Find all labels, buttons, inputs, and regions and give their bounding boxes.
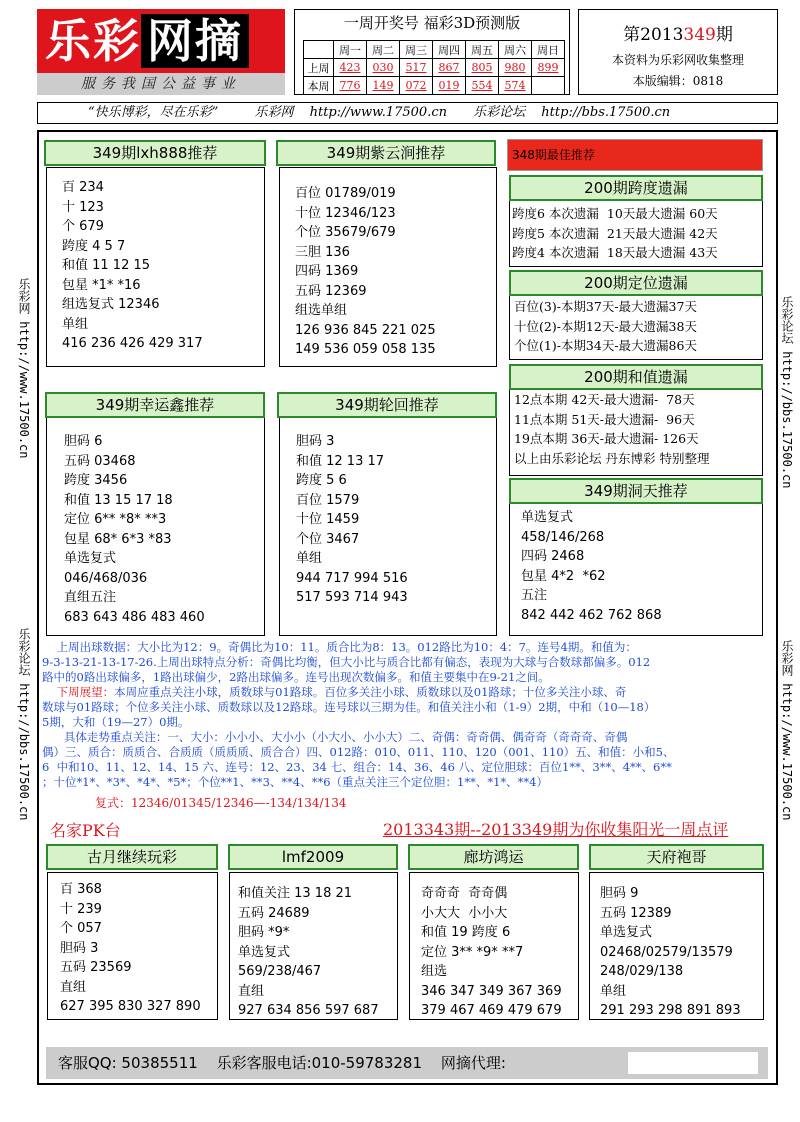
pk-review: 2013343期--2013349期为你收集阳光一周点评 bbox=[383, 820, 729, 839]
footer-phone: 乐彩客服电话:010-59783281 bbox=[216, 1054, 423, 1072]
source-note: 本资料为乐彩网收集整理 bbox=[611, 53, 744, 67]
xyx-body: 胆码 6 五码 03468 跨度 3456 和值 13 15 17 18 定位 6** *8* **3 包星 68* 6*3 *83 单选复式 046/468/036 直组五注 683 643 486 483 460 bbox=[64, 434, 205, 625]
forum-label: 乐彩论坛 bbox=[473, 105, 526, 120]
analysis-line: 本周应重点关注小球，质数球与01路球。百位多关注小球、质数球以及01路球；十位多关注小球、奇 bbox=[114, 685, 627, 699]
last-week-row bbox=[304, 59, 565, 77]
lxh-body: 百 234 十 123 个 679 跨度 4 5 7 和值 11 12 15 包星 *1* *16 组选复式 12346 单组 416 236 426 429 317 bbox=[62, 180, 203, 351]
lh-title: 349期轮回推荐 bbox=[277, 392, 497, 418]
result-cell: 980 bbox=[499, 59, 532, 77]
result-cell: 805 bbox=[466, 59, 499, 77]
kd-title: 200期跨度遗漏 bbox=[509, 175, 763, 201]
site-label: 乐彩网 bbox=[254, 105, 294, 120]
result-cell: 899 bbox=[532, 59, 565, 77]
result-cell: 072 bbox=[400, 77, 433, 95]
day-cell: 周三 bbox=[400, 41, 433, 59]
week-title: 一周开奖号 福彩3D预测版 bbox=[343, 14, 521, 32]
side-right-top: 乐彩论坛 http://bbs.17500.cn bbox=[780, 296, 794, 489]
row-label: 上周 bbox=[304, 59, 334, 77]
issue-box bbox=[578, 9, 778, 95]
logo-dark-text: 网摘 bbox=[141, 14, 249, 68]
analysis-line: 9-3-13-21-13-17-26.上周出球特点分析：奇偶比均衡，但大小比与质合比都有偏态，表现为大球与合数球都偏多。012 bbox=[42, 655, 651, 669]
analysis-line: 具体走势重点关注：一、大小：小小小、大小小（小大小、小小大）二、奇偶：奇奇偶、偶奇奇（奇奇奇、奇偶 bbox=[42, 730, 628, 744]
agent-blank bbox=[628, 1052, 758, 1074]
dt-title: 349期洞天推荐 bbox=[509, 478, 763, 504]
site-url[interactable]: http://www.17500.cn bbox=[309, 105, 447, 120]
dw-body: 百位(3)-本期37天-最大遗漏37天 十位(2)-本期12天-最大遗漏38天 个位(1)-本期34天-最大遗漏86天 bbox=[514, 299, 697, 353]
issue-num: 349 bbox=[683, 25, 716, 45]
motto: “快乐博彩，尽在乐彩” bbox=[88, 105, 219, 120]
logo-red-text: 乐彩 bbox=[45, 14, 141, 68]
pk-label: 名家PK台 bbox=[50, 821, 121, 840]
result-cell: 423 bbox=[334, 59, 367, 77]
day-cell: 周二 bbox=[367, 41, 400, 59]
day-cell: 周五 bbox=[466, 41, 499, 59]
best-title: 348期最佳推荐 bbox=[507, 139, 763, 171]
footer-bar bbox=[46, 1047, 768, 1079]
result-cell: 517 bbox=[400, 59, 433, 77]
kd-body: 跨度6 本次遗漏 10天最大遗漏 60天 跨度5 本次遗漏 21天最大遗漏 42天 跨度4 本次遗漏 18天最大遗漏 43天 bbox=[512, 206, 718, 260]
edition-label: 本版编辑：0818 bbox=[632, 74, 724, 88]
analysis-line: 偶）三、质合：质质合、合质质（质质质、质合合）四、012路：010、011、110、120（001、110）五、和值：小和5、 bbox=[42, 745, 675, 759]
lf-body: 奇奇奇 奇奇偶 小大大 小小大 和值 19 跨度 6 定位 3** *9* **7 组选 346 347 349 367 369 379 467 469 479 679 bbox=[421, 886, 562, 1018]
analysis-line: 5期，大和（19—27）0期。 bbox=[42, 715, 190, 729]
issue-suffix: 期 bbox=[715, 25, 733, 45]
analysis-line: 路中的0路出球偏多，1路出球偏少，2路出球偏多。连号出现次数偏多。和值主要集中在9-21之间。 bbox=[42, 670, 550, 684]
result-cell: 867 bbox=[433, 59, 466, 77]
footer-agent: 网摘代理: bbox=[440, 1054, 506, 1072]
result-cell: 149 bbox=[367, 77, 400, 95]
result-cell: 574 bbox=[499, 77, 532, 95]
result-cell: 030 bbox=[367, 59, 400, 77]
issue-number bbox=[579, 20, 777, 45]
week-results-box bbox=[294, 9, 570, 95]
lh-body: 胆码 3 和值 12 13 17 跨度 5 6 百位 1579 十位 1459 个位 3467 单组 944 717 994 516 517 593 714 943 bbox=[296, 434, 408, 605]
fushi-line: 复式：12346/01345/12346—-134/134/134 bbox=[95, 796, 347, 810]
day-cell: 周四 bbox=[433, 41, 466, 59]
tf-title: 天府袍哥 bbox=[589, 844, 764, 870]
day-cell: 周六 bbox=[499, 41, 532, 59]
result-cell: 019 bbox=[433, 77, 466, 95]
dw-title: 200期定位遗漏 bbox=[509, 270, 763, 296]
side-left-top: 乐彩网 http://www.17500.cn bbox=[17, 278, 31, 459]
result-cell: 776 bbox=[334, 77, 367, 95]
lxh-title: 349期lxh888推荐 bbox=[44, 140, 266, 166]
analysis-line: 数球与01路球；个位多关注小球、质数球以及12路球。连号球以三期为佳。和值关注小和（1-9）2期，中和（10—18） bbox=[42, 700, 656, 714]
zyj-body: 百位 01789/019 十位 12346/123 个位 35679/679 三胆 136 四码 1369 五码 12369 组选单组 126 936 845 221 025 149 536 059 058 135 bbox=[295, 186, 436, 357]
dt-body: 单选复式 458/146/268 四码 2468 包星 4*2 *62 五注 842 442 462 762 868 bbox=[521, 510, 662, 623]
zyj-title: 349期紫云涧推荐 bbox=[276, 140, 496, 166]
hz-title: 200期和值遗漏 bbox=[509, 364, 763, 390]
analysis-line: 6 中和10、11、12、14、15 六、连号：12、23、34 七、组合：14、36、46 八、定位胆球：百位1**、3**、4**、6** bbox=[42, 760, 672, 774]
row-label: 本周 bbox=[304, 77, 334, 95]
analysis-text bbox=[42, 640, 777, 790]
result-cell bbox=[532, 77, 565, 95]
slogan: 服务我国公益事业 bbox=[37, 73, 285, 95]
analysis-line: 上周出球数据：大小比为12：9。奇偶比为10：11。质合比为8：13。012路比为10：4：7。连号4期。和值为： bbox=[42, 640, 637, 654]
tf-body: 胆码 9 五码 12389 单选复式 02468/02579/13579 248/029/138 单组 291 293 298 891 893 bbox=[600, 886, 741, 1018]
issue-prefix: 第2013 bbox=[623, 25, 684, 45]
day-cell: 周日 bbox=[532, 41, 565, 59]
lmf-body: 和值关注 13 18 21 五码 24689 胆码 *9* 单选复式 569/238/467 直组 927 634 856 597 687 bbox=[238, 886, 379, 1018]
xyx-title: 349期幸运鑫推荐 bbox=[45, 392, 265, 418]
url-bar bbox=[37, 102, 778, 124]
side-right-bottom: 乐彩网 http://www.17500.cn bbox=[780, 640, 794, 821]
this-week-row bbox=[304, 77, 565, 95]
logo bbox=[37, 9, 285, 73]
lmf-title: lmf2009 bbox=[228, 844, 398, 870]
outlook-label: 下周展望： bbox=[42, 685, 115, 699]
days-row bbox=[304, 41, 565, 59]
footer-qq: 客服QQ: 50385511 bbox=[58, 1054, 198, 1072]
lf-title: 廊坊鸿运 bbox=[408, 844, 579, 870]
gy-body: 百 368 十 239 个 057 胆码 3 五码 23569 直组 627 395 830 327 890 bbox=[60, 882, 201, 1014]
gy-title: 古月继续玩彩 bbox=[46, 844, 218, 870]
hz-body: 12点本期 42天-最大遗漏- 78天 11点本期 51天-最大遗漏- 96天 19点本期 36天-最大遗漏- 126天 以上由乐彩论坛 丹东博彩 特别整理 bbox=[514, 392, 710, 466]
result-cell: 554 bbox=[466, 77, 499, 95]
forum-url[interactable]: http://bbs.17500.cn bbox=[541, 105, 671, 120]
day-cell: 周一 bbox=[334, 41, 367, 59]
side-left-bottom: 乐彩论坛 http://bbs.17500.cn bbox=[17, 628, 31, 821]
analysis-line: ；十位*1*、*3*、*4*、*5*；个位**1、**3、**4、**6（重点关注三个定位胆：1**、*1*、**4） bbox=[42, 775, 548, 789]
week-table bbox=[303, 40, 565, 95]
